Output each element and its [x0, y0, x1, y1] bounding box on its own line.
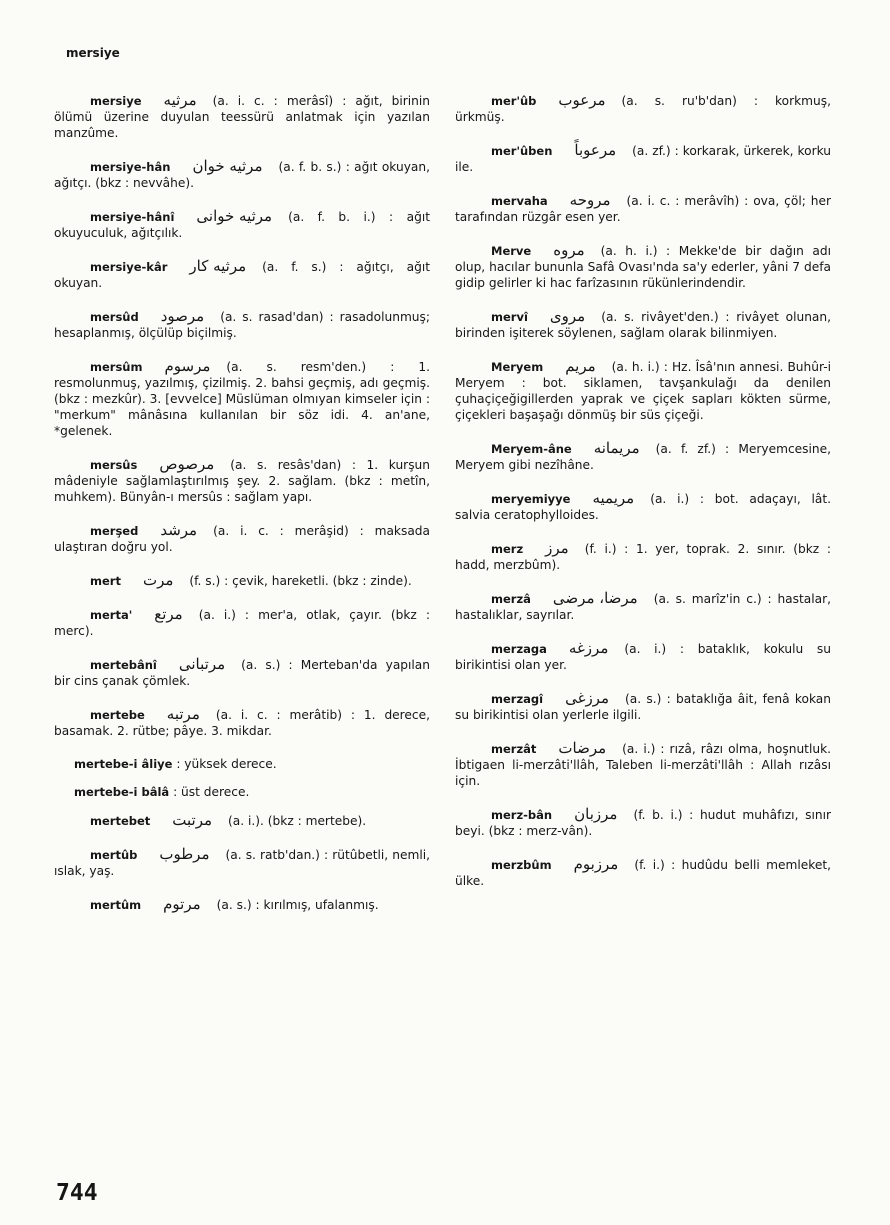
- entry-headword: mertebe-i bâlâ: [74, 785, 170, 799]
- entry-headword: mersûm: [90, 360, 143, 374]
- dictionary-entry: [54, 812, 430, 829]
- dictionary-entry: [455, 590, 831, 623]
- entry-headword: mersiye-hânî: [90, 210, 175, 224]
- entry-arabic-script: مریمیه: [592, 489, 635, 507]
- entry-headword: mertebet: [90, 814, 151, 828]
- dictionary-entry: [54, 606, 430, 639]
- entry-definition: (a. f. b. i.) : ağıt okuyuculuk, ağıtçılık.: [54, 210, 430, 240]
- entry-headword: Merve: [491, 244, 532, 258]
- entry-arabic-script: مرضات: [558, 739, 607, 757]
- dictionary-entry: [54, 358, 430, 439]
- dictionary-entry: [455, 856, 831, 889]
- entry-arabic-script: مرسوم: [164, 357, 211, 375]
- page-number: 744: [56, 1180, 98, 1206]
- dictionary-entry: [54, 846, 430, 879]
- entry-headword: mersiye-hân: [90, 160, 171, 174]
- dictionary-entry: [455, 640, 831, 673]
- entry-definition: (a. zf.) : korkarak, ürkerek, korku ile.: [455, 144, 831, 174]
- entry-definition: (a. s. marîz'in c.) : hastalar, hastalıklar, sayrılar.: [455, 592, 831, 622]
- entry-arabic-script: مرتبت: [172, 811, 213, 829]
- entry-definition: (a. h. i.) : Mekke'de bir dağın adı olup, hacılar bununla Safâ Ovası'nda sa'y ederler, yâni 7 defa gidip gelirler ki hac farîzasının rükünlerindendir.: [455, 244, 831, 290]
- entry-headword: merzâ: [491, 592, 531, 606]
- entry-headword: mervî: [491, 310, 528, 324]
- entry-definition: (a. i. c. : merâtib) : 1. derece, basamak. 2. rütbe; pâye. 3. mikdar.: [54, 708, 430, 738]
- dictionary-entry: [54, 756, 430, 772]
- entry-headword: Meryem: [491, 360, 544, 374]
- entry-definition: : üst derece.: [173, 785, 250, 799]
- entry-arabic-script: مرزبان: [574, 805, 618, 823]
- entry-headword: mert: [90, 574, 121, 588]
- entry-headword: mer'ûb: [491, 94, 537, 108]
- dictionary-entry: [54, 896, 430, 913]
- dictionary-entry: [455, 740, 831, 789]
- entry-definition: (f. i.) : hudûdu belli memleket, ülke.: [455, 858, 831, 888]
- left-column: [54, 92, 430, 930]
- entry-arabic-script: مرت: [142, 571, 174, 589]
- entry-headword: mertûm: [90, 898, 142, 912]
- entry-headword: merz: [491, 542, 524, 556]
- dictionary-entry: [54, 522, 430, 555]
- dictionary-entry: [455, 142, 831, 175]
- entry-definition: : yüksek derece.: [176, 757, 277, 771]
- entry-headword: merz-bân: [491, 808, 553, 822]
- dictionary-entry: [455, 540, 831, 573]
- entry-definition: (f. s.) : çevik, hareketli. (bkz : zinde).: [189, 574, 412, 588]
- entry-headword: mertûb: [90, 848, 138, 862]
- entry-arabic-script: مرتع: [154, 605, 183, 623]
- dictionary-entry: [455, 242, 831, 291]
- entry-headword: mertebe-i âliye: [74, 757, 173, 771]
- entry-arabic-script: مروی: [549, 307, 586, 325]
- entry-headword: merzaga: [491, 642, 547, 656]
- entry-headword: mer'ûben: [491, 144, 553, 158]
- entry-arabic-script: مرطوب: [159, 845, 210, 863]
- entry-arabic-script: مرز: [545, 539, 569, 557]
- dictionary-entry: [54, 572, 430, 589]
- dictionary-entry: [455, 490, 831, 523]
- entry-headword: mervaha: [491, 194, 548, 208]
- entry-arabic-script: مرصود: [160, 307, 205, 325]
- entry-arabic-script: مرثیه کار: [189, 257, 247, 275]
- entry-arabic-script: مرشد: [160, 521, 198, 539]
- dictionary-entry: [455, 358, 831, 423]
- entry-headword: merzât: [491, 742, 537, 756]
- right-column: [455, 92, 831, 906]
- entry-definition: (a. i. c. : merâvîh) : ova, çöl; her tarafından rüzgâr esen yer.: [455, 194, 831, 224]
- entry-definition: (a. h. i.) : Hz. Îsâ'nın annesi. Buhûr-i Meryem : bot. siklamen, tavşankulağı da denilen çuhaçiçeğigillerden yaprak ve çiçek sapları kökten sürme, çiçekleri başaşağı dönmüş bir süs çiçeği.: [455, 360, 831, 422]
- entry-definition: (a. s.) : bataklığa âit, fenâ kokan su birikintisi olan yerlerle ilgili.: [455, 692, 831, 722]
- dictionary-entry: [54, 92, 430, 141]
- entry-definition: (a. s.) : kırılmış, ufalanmış.: [216, 898, 379, 912]
- entry-definition: (a. s. resâs'dan) : 1. kurşun mâdeniyle sağlamlaştırılmış şey. 2. sağlam. (bkz : metîn, muhkem). Bünyân-ı mersûs : sağlam yapı.: [54, 458, 430, 504]
- entry-arabic-script: مرعوباً: [574, 141, 617, 159]
- entry-headword: mersiye-kâr: [90, 260, 168, 274]
- entry-headword: mertebânî: [90, 658, 157, 672]
- entry-headword: merşed: [90, 524, 139, 538]
- entry-definition: (a. s. rasad'dan) : rasadolunmuş; hesaplanmış, ölçülüp biçilmiş.: [54, 310, 430, 340]
- entry-headword: Meryem-âne: [491, 442, 572, 456]
- entry-definition: (f. b. i.) : hudut muhâfızı, sınır beyi. (bkz : merz-vân).: [455, 808, 831, 838]
- entry-headword: merzbûm: [491, 858, 552, 872]
- entry-arabic-script: مروحه: [569, 191, 611, 209]
- dictionary-entry: [455, 690, 831, 723]
- entry-definition: (a. i.). (bkz : mertebe).: [228, 814, 367, 828]
- entry-headword: mersûs: [90, 458, 138, 472]
- entry-headword: mersûd: [90, 310, 139, 324]
- dictionary-entry: [455, 308, 831, 341]
- dictionary-entry: [54, 656, 430, 689]
- dictionary-entry: [54, 158, 430, 191]
- entry-definition: (f. i.) : 1. yer, toprak. 2. sınır. (bkz : hadd, merzbûm).: [455, 542, 831, 572]
- entry-definition: (a. f. s.) : ağıtçı, ağıt okuyan.: [54, 260, 430, 290]
- entry-definition: (a. s.) : Merteban'da yapılan bir cins çanak çömlek.: [54, 658, 430, 688]
- entry-arabic-script: مریمانه: [593, 439, 640, 457]
- dictionary-entry: [54, 784, 430, 800]
- entry-headword: merta': [90, 608, 133, 622]
- entry-arabic-script: مریم: [565, 357, 596, 375]
- entry-arabic-script: مروه: [553, 241, 585, 259]
- entry-arabic-script: مرثیه: [163, 91, 197, 109]
- dictionary-entry: [54, 208, 430, 241]
- dictionary-entry: [455, 92, 831, 125]
- running-head: mersiye: [66, 46, 120, 60]
- entry-arabic-script: مرزبوم: [573, 855, 619, 873]
- entry-definition: (a. s. ratb'dan.) : rütûbetli, nemli, ıslak, yaş.: [54, 848, 430, 878]
- entry-arabic-script: مرتوم: [163, 895, 201, 913]
- entry-arabic-script: مرصوص: [159, 455, 215, 473]
- entry-definition: (a. s. resm'den.) : 1. resmolunmuş, yazılmış, çizilmiş. 2. bahsi geçmiş, adı geçmiş. (bkz : mezkûr). 3. [evvelce] Müslüman olmıyan kimseler için : "merkum" mânâsına kullanılan bir söz idi. 4. an'ane, *gelenek.: [54, 360, 430, 438]
- entry-definition: (a. i. c. : merâsî) : ağıt, birinin ölümü üzerine duyulan teessürü anlatmak için yazılan manzûme.: [54, 94, 430, 140]
- entry-definition: (a. f. b. s.) : ağıt okuyan, ağıtçı. (bkz : nevvâhe).: [54, 160, 430, 190]
- entry-headword: meryemiyye: [491, 492, 571, 506]
- dictionary-entry: [54, 456, 430, 505]
- entry-headword: mertebe: [90, 708, 145, 722]
- entry-arabic-script: مرثیه خوان: [192, 157, 263, 175]
- entry-definition: (a. i.) : mer'a, otlak, çayır. (bkz : merc).: [54, 608, 430, 638]
- entry-definition: (a. i.) : rızâ, râzı olma, hoşnutluk. İbtigaen li-merzâti'llâh, Taleben li-merzâti'llâh : Allah rızâsı için.: [455, 742, 831, 788]
- entry-definition: (a. s. ru'b'dan) : korkmuş, ürkmüş.: [455, 94, 831, 124]
- entry-arabic-script: مرثیه خوانی: [196, 207, 273, 225]
- dictionary-entry: [455, 806, 831, 839]
- dictionary-entry: [54, 258, 430, 291]
- dictionary-entry: [54, 706, 430, 739]
- entry-arabic-script: مرزغه: [568, 639, 609, 657]
- entry-arabic-script: مرتبانی: [178, 655, 226, 673]
- entry-arabic-script: مرعوب: [558, 91, 606, 109]
- entry-definition: (a. s. rivâyet'den.) : rivâyet olunan, birinden işiterek söylenen, sağlam olarak bilinmiyen.: [455, 310, 831, 340]
- entry-definition: (a. f. zf.) : Meryemcesine, Meryem gibi nezîhâne.: [455, 442, 831, 472]
- entry-definition: (a. i. c. : merâşid) : maksada ulaştıran doğru yol.: [54, 524, 430, 554]
- entry-headword: mersiye: [90, 94, 142, 108]
- entry-arabic-script: مرتبه: [166, 705, 200, 723]
- entry-definition: (a. i.) : bataklık, kokulu su birikintisi olan yer.: [455, 642, 831, 672]
- dictionary-entry: [455, 440, 831, 473]
- entry-arabic-script: مرزغی: [565, 689, 609, 707]
- entry-headword: merzagî: [491, 692, 544, 706]
- dictionary-entry: [54, 308, 430, 341]
- entry-definition: (a. i.) : bot. adaçayı, lât. salvia ceratophylloides.: [455, 492, 831, 522]
- dictionary-entry: [455, 192, 831, 225]
- entry-arabic-script: مرضا، مرضی: [552, 589, 638, 607]
